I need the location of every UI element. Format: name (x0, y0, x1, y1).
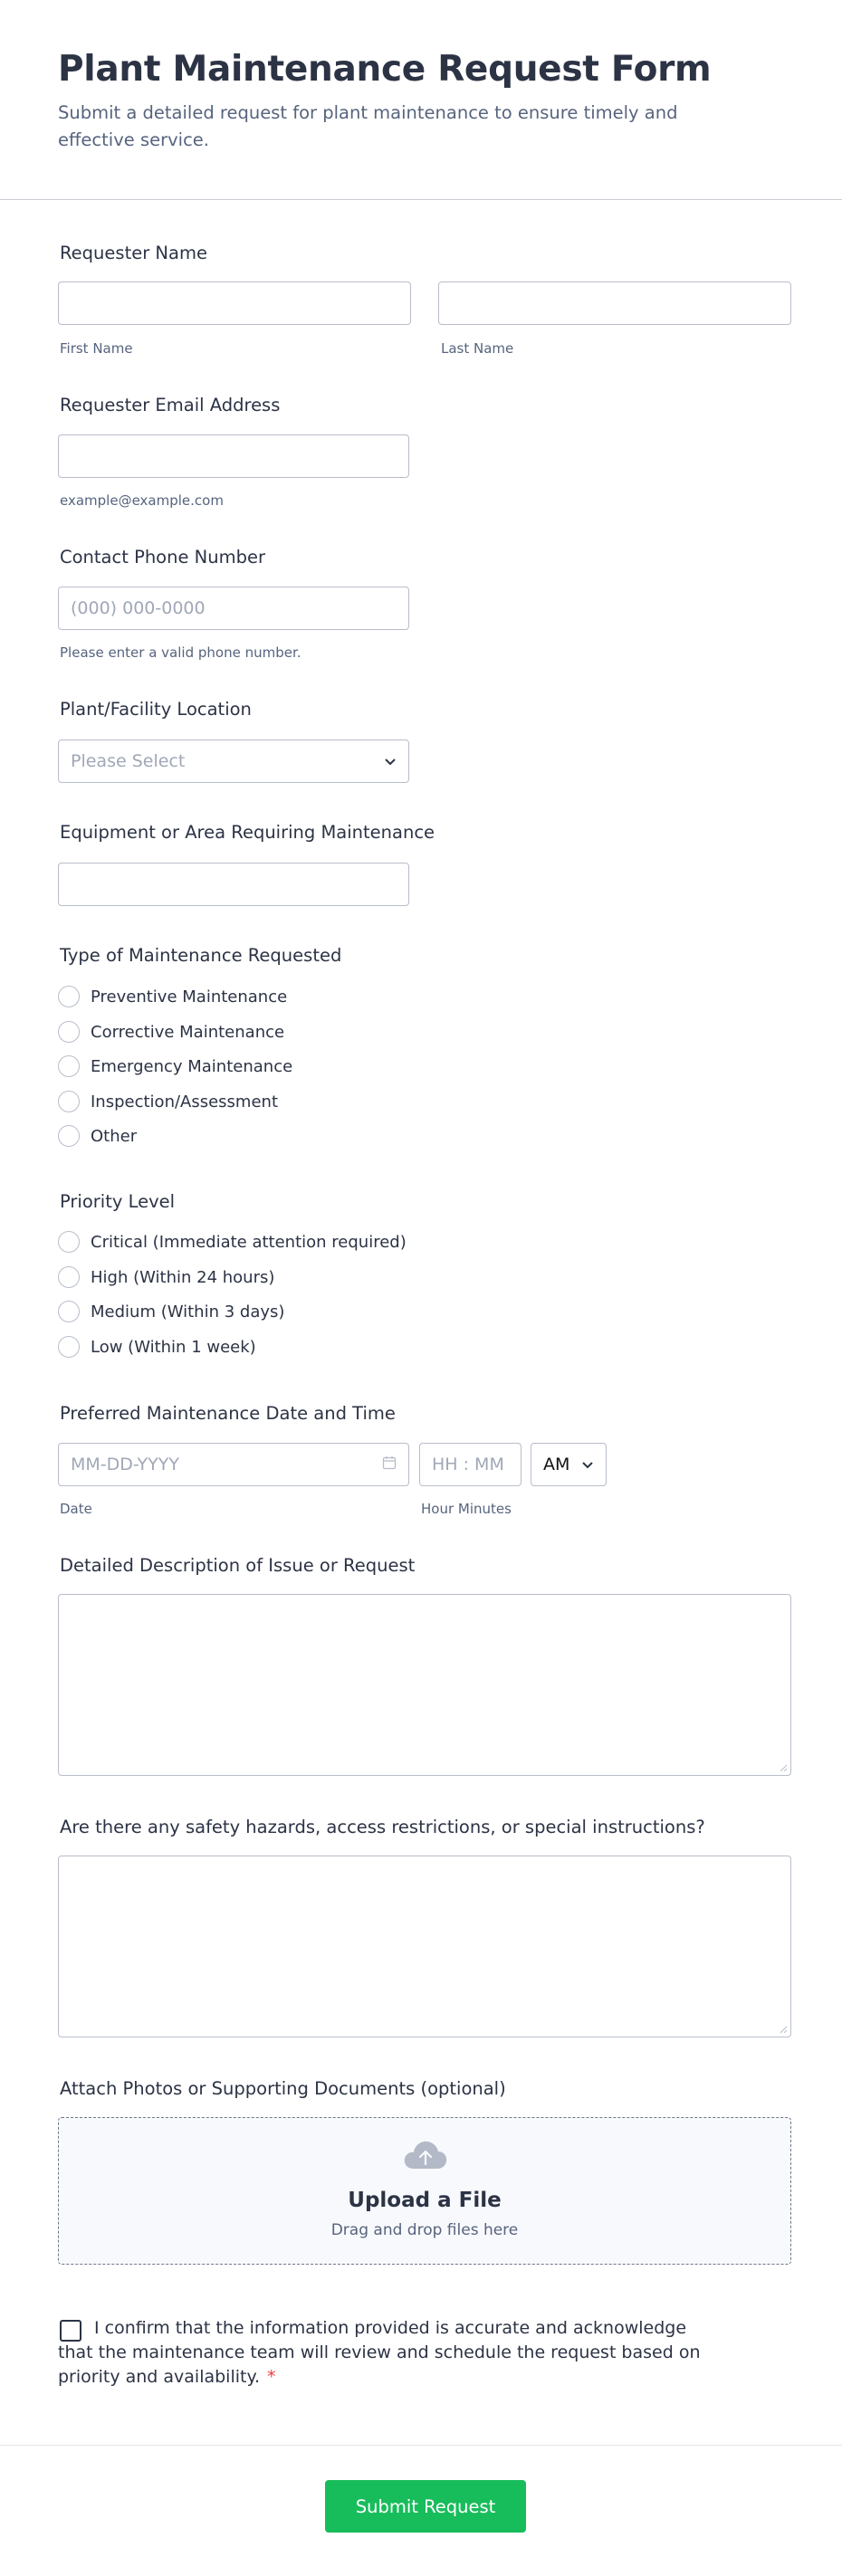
email-sublabel: example@example.com (60, 492, 224, 509)
radio-button[interactable] (58, 1301, 80, 1322)
calendar-icon[interactable] (382, 1455, 397, 1474)
first-name-sublabel: First Name (60, 340, 133, 357)
requester-name-label: Requester Name (60, 243, 207, 263)
radio-label: High (Within 24 hours) (91, 1267, 275, 1287)
time-placeholder: HH : MM (432, 1455, 504, 1474)
equipment-input[interactable] (58, 863, 409, 906)
location-selected-value: Please Select (71, 751, 186, 771)
last-name-sublabel: Last Name (441, 340, 514, 357)
phone-sublabel: Please enter a valid phone number. (60, 644, 301, 661)
chevron-down-icon (384, 751, 397, 771)
resize-handle-icon[interactable] (779, 1763, 788, 1772)
email-label: Requester Email Address (60, 395, 281, 415)
priority-option-high[interactable] (58, 1264, 274, 1290)
maintenance-option-corrective[interactable] (58, 1019, 284, 1045)
time-input[interactable] (419, 1443, 521, 1486)
maintenance-option-emergency[interactable] (58, 1054, 292, 1079)
location-label: Plant/Facility Location (60, 699, 252, 720)
location-select[interactable] (58, 739, 409, 783)
maintenance-option-preventive[interactable] (58, 984, 287, 1009)
equipment-label: Equipment or Area Requiring Maintenance (60, 822, 435, 843)
form-subtitle: Submit a detailed request for plant maintenance to ensure timely and effective service. (58, 102, 678, 150)
maintenance-option-other[interactable] (58, 1123, 137, 1149)
date-input[interactable] (58, 1443, 409, 1486)
form-title: Plant Maintenance Request Form (58, 49, 712, 90)
radio-button[interactable] (58, 1336, 80, 1358)
radio-label: Corrective Maintenance (91, 1022, 285, 1042)
hazards-textarea[interactable] (58, 1856, 791, 2037)
radio-label: Inspection/Assessment (91, 1092, 279, 1111)
attachments-label: Attach Photos or Supporting Documents (optional) (60, 2078, 506, 2099)
upload-title: Upload a File (348, 2189, 502, 2212)
radio-label: Low (Within 1 week) (91, 1337, 256, 1357)
description-label: Detailed Description of Issue or Request (60, 1555, 416, 1576)
radio-label: Critical (Immediate attention required) (91, 1232, 407, 1252)
radio-label: Other (91, 1126, 138, 1146)
phone-input[interactable] (58, 587, 409, 630)
hazards-label: Are there any safety hazards, access restrictions, or special instructions? (60, 1817, 705, 1837)
radio-button[interactable] (58, 1231, 80, 1253)
file-upload-dropzone[interactable] (58, 2117, 791, 2265)
radio-button[interactable] (58, 986, 80, 1007)
first-name-input[interactable] (58, 281, 411, 325)
cloud-upload-icon (403, 2140, 448, 2174)
ampm-select[interactable] (531, 1443, 607, 1486)
radio-label: Emergency Maintenance (91, 1056, 293, 1076)
priority-option-critical[interactable] (58, 1229, 407, 1255)
priority-option-medium[interactable] (58, 1299, 284, 1324)
resize-handle-icon[interactable] (779, 2025, 788, 2034)
submit-button[interactable]: Submit Request (325, 2480, 526, 2533)
chevron-down-icon (581, 1455, 594, 1474)
footer-divider (0, 2445, 842, 2446)
ampm-value: AM (543, 1455, 570, 1474)
consent-text-block (58, 2316, 710, 2390)
priority-option-low[interactable] (58, 1334, 256, 1360)
maintenance-option-inspection[interactable] (58, 1089, 278, 1114)
maintenance-type-label: Type of Maintenance Requested (60, 945, 342, 966)
radio-label: Preventive Maintenance (91, 987, 288, 1007)
radio-label: Medium (Within 3 days) (91, 1302, 285, 1321)
description-textarea[interactable] (58, 1594, 791, 1776)
form-header (0, 0, 842, 200)
last-name-input[interactable] (438, 281, 791, 325)
date-placeholder: MM-DD-YYYY (71, 1455, 179, 1474)
form-body (0, 200, 842, 2445)
radio-button[interactable] (58, 1055, 80, 1077)
time-sublabel: Hour Minutes (421, 1501, 512, 1517)
radio-button[interactable] (58, 1091, 80, 1112)
radio-button[interactable] (58, 1021, 80, 1043)
phone-label: Contact Phone Number (60, 547, 266, 568)
priority-label: Priority Level (60, 1191, 176, 1212)
radio-button[interactable] (58, 1125, 80, 1147)
date-sublabel: Date (60, 1501, 92, 1517)
email-input[interactable] (58, 434, 409, 478)
required-asterisk: * (267, 2367, 276, 2387)
phone-placeholder: (000) 000-0000 (71, 598, 206, 618)
radio-button[interactable] (58, 1266, 80, 1288)
datetime-label: Preferred Maintenance Date and Time (60, 1403, 396, 1424)
consent-text: I confirm that the information provided is accurate and acknowledge that the maintenance team will review and schedule the request based on priority and availability. (58, 2318, 701, 2387)
upload-subtitle: Drag and drop files here (330, 2221, 519, 2239)
